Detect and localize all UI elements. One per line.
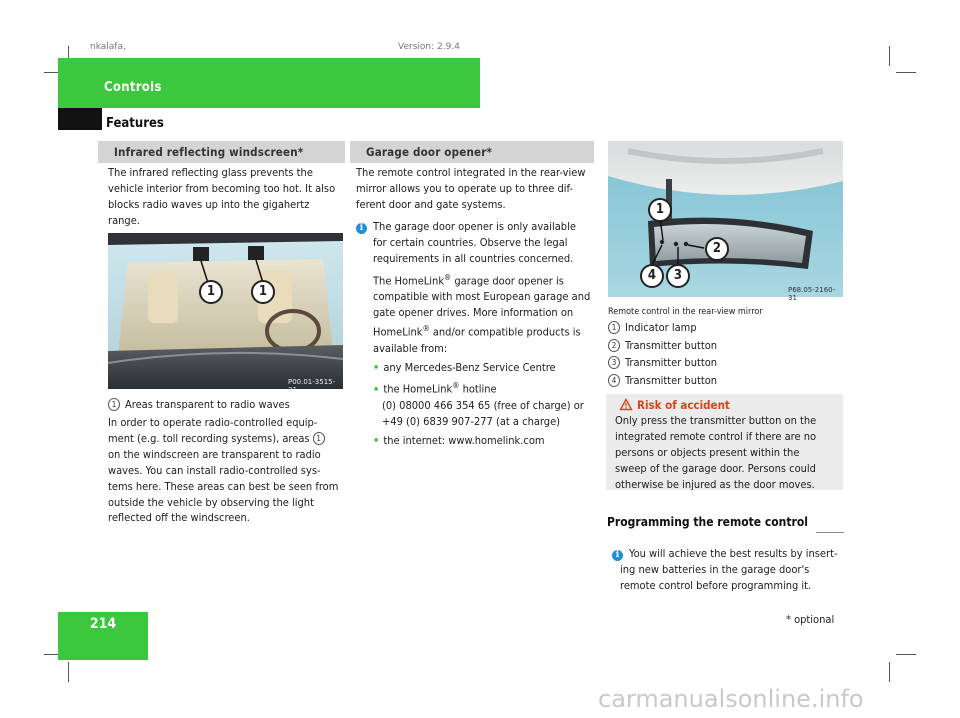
warning-box: Risk of accident Only press the transmitter button on the integrated remote control if there are no persons or objects present within the sweep of the garage door. Persons could otherwise be injured as the door moves.: [606, 394, 843, 490]
garage-info: i The garage door opener is only available for certain countries. Observe the legal requirements in all countries concerned. The HomeLink® garage door opener is compatible with most European garage and gate opener drives. More information on HomeLink® and/or compatible products is available from: • any Mercedes-Benz Service Centre • the HomeLink® hotline (0) 08000 466 354 65 (free of charge) or +49 (0) 6839 907-277 (at a charge) • the internet: www.homelink.com: [356, 219, 596, 449]
photo-callout: 3: [666, 264, 690, 288]
watermark: carmanualsonline.info: [598, 685, 864, 713]
photo-code: P68.05-2160-31: [788, 286, 836, 302]
info-icon: i: [612, 550, 623, 561]
legend-item: 1 Indicator lamp: [608, 319, 843, 337]
mirror-caption: Remote control in the rear-view mirror: [608, 307, 763, 317]
page-title: Features: [106, 116, 164, 131]
crop-mark: [889, 662, 890, 682]
programming-heading: Programming the remote control: [607, 515, 808, 529]
info-icon: i: [356, 223, 367, 234]
photo-callout: 1: [648, 198, 672, 222]
optional-note: * optional: [786, 613, 835, 626]
photo-caption: 1 Areas transparent to radio waves: [108, 397, 348, 413]
meta-author: nkalafa,: [90, 42, 126, 52]
photo-callout: 2: [705, 237, 729, 261]
callout-number: 1: [313, 432, 325, 445]
legend-item: 3 Transmitter button: [608, 354, 843, 372]
mirror-legend: [608, 319, 843, 389]
legend-item: 2 Transmitter button: [608, 337, 843, 355]
crop-mark: [889, 46, 890, 66]
photo-callout: 4: [640, 264, 664, 288]
page-number: 214: [89, 616, 117, 632]
mirror-photo: [608, 141, 843, 302]
heading-rule: [816, 532, 844, 533]
legend-item: 4 Transmitter button: [608, 372, 843, 390]
photo-callout: 1: [199, 280, 223, 304]
section-heading-garage: Garage door opener*: [350, 141, 594, 163]
warning-triangle-icon: [620, 399, 632, 410]
bullet-internet: the internet: www.homelink.com: [383, 433, 545, 447]
section-marker: [58, 108, 102, 130]
warning-title: Risk of accident: [637, 398, 730, 412]
meta-version: Version: 2.9.4: [398, 42, 460, 52]
section-title: Controls: [104, 80, 162, 95]
callout-number: 1: [108, 398, 120, 411]
programming-info: i You will achieve the best results by insert- ing new batteries in the garage door's remote control before programming it.: [612, 546, 852, 594]
windscreen-photo: [108, 233, 343, 394]
infrared-intro: The infrared reflecting glass prevents the vehicle interior from becoming too hot. It also blocks radio waves up into the gigahertz range.: [108, 166, 336, 227]
photo-callout: 1: [251, 280, 275, 304]
garage-intro: The remote control integrated in the rear-view mirror allows you to operate up to three dif- ferent door and gate systems.: [356, 166, 586, 211]
crop-mark: [896, 654, 916, 655]
crop-mark: [896, 72, 916, 73]
section-heading-infrared: Infrared reflecting windscreen*: [98, 141, 345, 163]
infrared-body: In order to operate radio-controlled equip- ment (e.g. toll recording systems), areas 1 on the windscreen are transparent to radio waves. You can install radio-controlled sys- tems here. These areas can best be seen from outside the vehicle by observing the light reflected off the windscreen.: [108, 416, 339, 525]
photo-code: P00.01-3515-31: [288, 378, 336, 394]
bullet-service-centre: any Mercedes-Benz Service Centre: [383, 360, 556, 374]
crop-mark: [68, 662, 69, 682]
